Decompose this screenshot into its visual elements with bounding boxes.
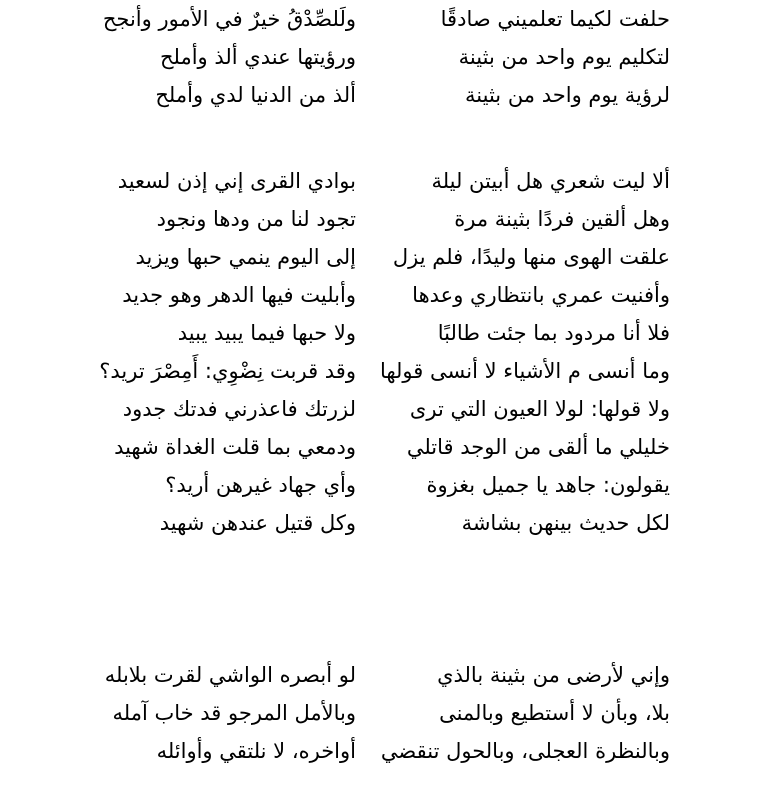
verse [0,694,776,732]
first-hemistich: وما أنسى م الأشياء لا أنسى قولها [379,359,670,383]
first-hemistich: وأفنيت عمري بانتظاري وعدها [412,283,670,307]
second-hemistich: وأبليت فيها الدهر وهو جديد [122,283,356,307]
verse [0,428,776,466]
first-hemistich: وبالنظرة العجلى، وبالحول تنقضي [380,739,670,763]
second-hemistich: وقد قربت نِضْوِي: أَمِصْرَ تريد؟ [99,359,356,383]
verse [0,162,776,200]
first-hemistich: علقت الهوى منها وليدًا، فلم يزل [392,245,670,269]
first-hemistich: ألا ليت شعري هل أبيتن ليلة [431,169,670,193]
first-hemistich: لكل حديث بينهن بشاشة [461,511,670,535]
second-hemistich: وأي جهاد غيرهن أريد؟ [165,473,356,497]
second-hemistich: تجود لنا من ودها ونجود [156,207,356,231]
verse [0,200,776,238]
second-hemistich: لو أبصره الواشي لقرت بلابله [104,663,356,687]
first-hemistich: ولا قولها: لولا العيون التي ترى [409,397,670,421]
first-hemistich: لتكليم يوم واحد من بثينة [458,45,670,69]
verse [0,76,776,114]
verse [0,238,776,276]
verse [0,656,776,694]
second-hemistich: ورؤيتها عندي ألذ وأملح [159,45,356,69]
second-hemistich: ولا حبها فيما يبيد يبيد [177,321,356,345]
second-hemistich: بوادي القرى إني إذن لسعيد [117,169,356,193]
first-hemistich: فلا أنا مردود بما جئت طالبًا [437,321,670,345]
verse [0,314,776,352]
verse [0,352,776,390]
second-hemistich: ولَلصِّدْقُ خيرٌ في الأمور وأنجح [102,7,356,31]
first-hemistich: حلفت لكيما تعلميني صادقًا [440,7,670,31]
second-hemistich: أواخره، لا نلتقي وأوائله [156,739,356,763]
first-hemistich: يقولون: جاهد يا جميل بغزوة [426,473,670,497]
verse [0,504,776,542]
verse [0,390,776,428]
verse [0,38,776,76]
first-hemistich: وإني لأرضى من بثينة بالذي [437,663,670,687]
verse [0,466,776,504]
second-hemistich: إلى اليوم ينمي حبها ويزيد [135,245,356,269]
first-hemistich: بلا، وبأن لا أستطيع وبالمنى [439,701,670,725]
second-hemistich: ألذ من الدنيا لدي وأملح [155,83,356,107]
second-hemistich: ودمعي بما قلت الغداة شهيد [114,435,356,459]
second-hemistich: وكل قتيل عندهن شهيد [159,511,356,535]
stanza-3 [0,656,776,770]
stanza-2 [0,162,776,542]
second-hemistich: لزرتك فاعذرني فدتك جدود [122,397,356,421]
verse [0,0,776,38]
first-hemistich: خليلي ما ألقى من الوجد قاتلي [406,435,670,459]
verse [0,732,776,770]
stanza-1 [0,0,776,114]
verse [0,276,776,314]
first-hemistich: لرؤية يوم واحد من بثينة [465,83,670,107]
first-hemistich: وهل ألقين فردًا بثينة مرة [454,207,670,231]
second-hemistich: وبالأمل المرجو قد خاب آمله [112,701,356,725]
